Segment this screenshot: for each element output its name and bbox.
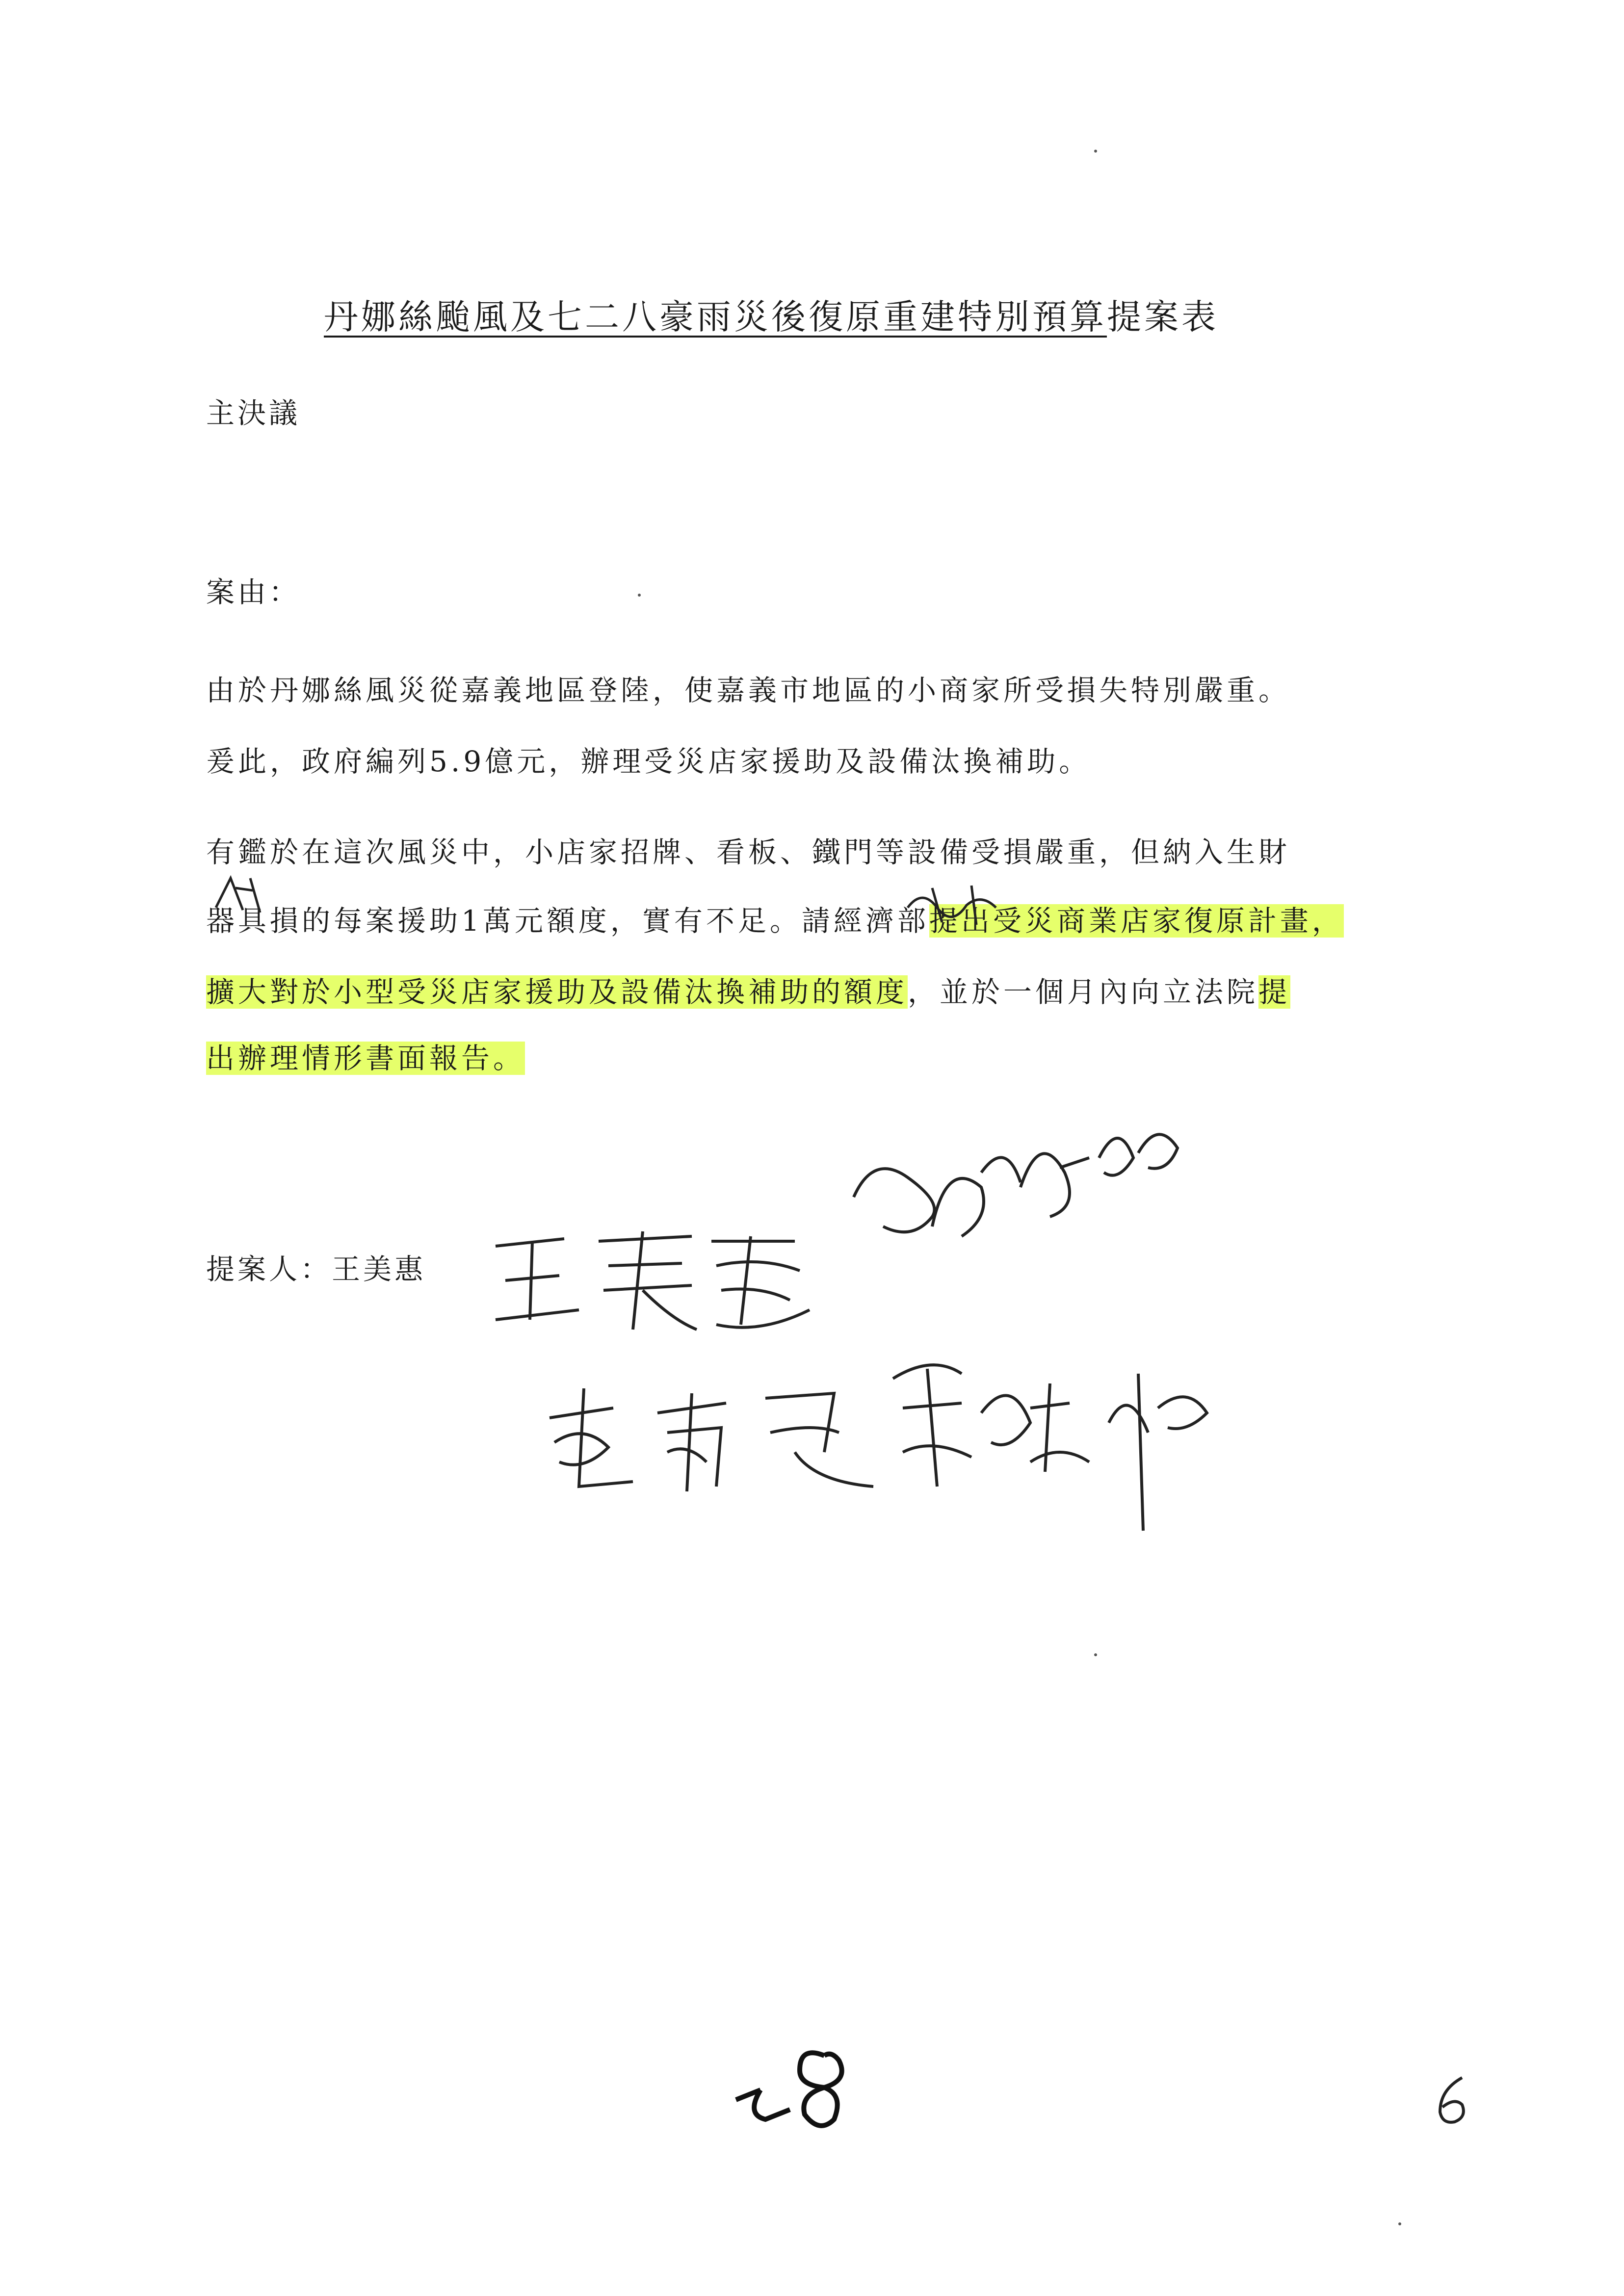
para2-line4-highlight: 出辦理情形書面報告。 (206, 1042, 525, 1075)
title-tail: 提案表 (1107, 297, 1219, 337)
handwritten-page-number-28 (726, 2041, 854, 2139)
para2-line2-highlight: 提出受災商業店家復原計畫， (929, 904, 1344, 938)
para2-line1: 有鑑於在這次風災中，小店家招牌、看板、鐵門等設備受損嚴重，但納入生財 (206, 835, 1291, 869)
para1-line2: 爰此，政府編列5.9億元，辦理受災店家援助及設備汰換補助。 (206, 745, 1091, 778)
handwritten-correction-2 (903, 878, 1011, 932)
para2-line3-highlight-tail: 提 (1258, 975, 1291, 1009)
signature-wang-meihui (486, 1212, 819, 1339)
para2-line2-plain: 器具損的每案援助1萬元額度，實有不足。請經濟部 (206, 904, 929, 938)
para2-line4 (206, 1035, 525, 1076)
scan-speck (1094, 1653, 1097, 1656)
main-resolution-heading: 主決議 (206, 396, 301, 430)
document-title (324, 289, 1219, 339)
title-underlined-part: 丹娜絲颱風及七二八豪雨災後復原重建特別預算 (324, 297, 1107, 337)
para2-line3-plain: ，並於一個月內向立法院 (908, 975, 1259, 1009)
signature-top-right (844, 1099, 1197, 1285)
para2-line3-highlight: 擴大對於小型受災店家援助及設備汰換補助的額度 (206, 975, 908, 1009)
signature-bottom-row (540, 1325, 1325, 1599)
para2-line2 (206, 898, 1344, 939)
para2-line3 (206, 969, 1290, 1010)
para1-line1: 由於丹娜絲風災從嘉義地區登陸，使嘉義市地區的小商家所受損失特別嚴重。 (206, 674, 1291, 707)
scan-speck (1398, 2222, 1401, 2225)
scan-speck (638, 594, 641, 597)
handwritten-corner-number-6 (1428, 2070, 1477, 2129)
scan-speck (1094, 150, 1097, 153)
handwritten-correction-1 (206, 868, 363, 932)
reason-heading: 案由： (206, 575, 301, 609)
proposer-label: 提案人：王美惠 (206, 1252, 426, 1286)
